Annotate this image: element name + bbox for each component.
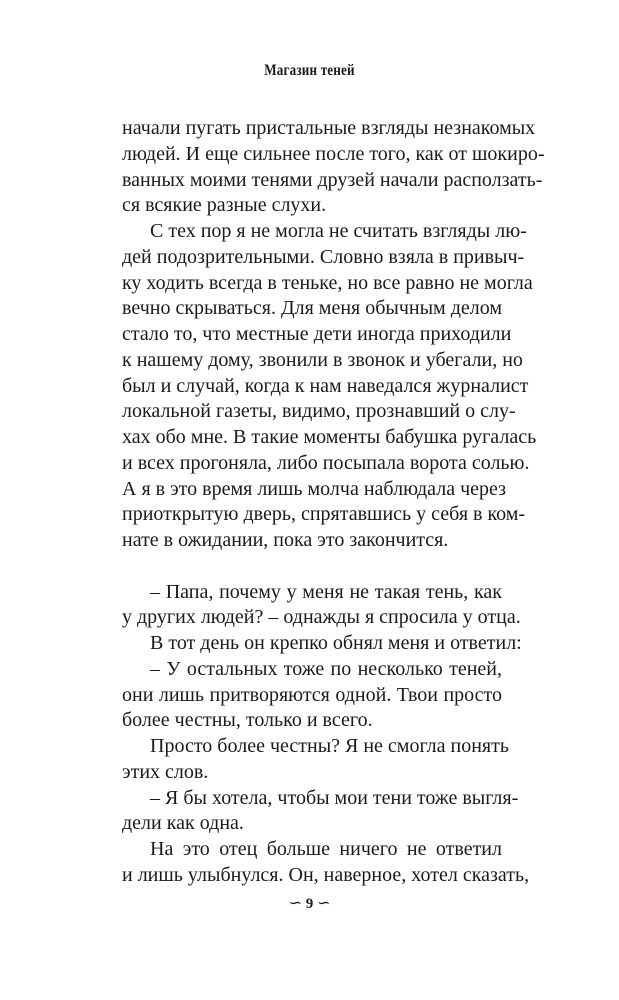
page-footer xyxy=(0,893,619,913)
text-line: дели как одна. xyxy=(122,812,244,835)
text-line: С тех пор я не могла не считать взгляды лю- xyxy=(150,220,527,242)
text-line: у других людей? – однажды я спросила у отца. xyxy=(122,606,521,629)
text-line: стало то, что местные дети иногда приходили xyxy=(122,323,512,345)
text-line: хах обо мне. В такие моменты бабушка ругалась xyxy=(122,426,537,448)
text-line: людей. И еще сильнее после того, как от шокиро- xyxy=(122,142,545,165)
text-line: локальной газеты, видимо, прознавший о слу- xyxy=(122,400,516,423)
text-line: к нашему дому, звонили в звонок и убегали, но xyxy=(122,348,523,371)
paragraph-break xyxy=(122,554,502,580)
text-line: более честны, только и всего. xyxy=(122,709,373,732)
ornament-right-icon: ∽ xyxy=(317,895,331,912)
text-line: ся всякие разные слухи. xyxy=(122,194,327,217)
text-line: и всех прогоняла, либо посыпала ворота солью. xyxy=(122,451,530,474)
text-line: нате в ожидании, пока это закончится. xyxy=(122,529,449,551)
ornament-left-icon: ∽ xyxy=(288,895,302,912)
text-line: приоткрытую дверь, спрятавшись у себя в ком- xyxy=(122,503,526,526)
text-line: Просто более честны? Я не смогла понять xyxy=(150,735,509,757)
body-text xyxy=(122,116,545,889)
text-line: На это отец больше ничего не ответил xyxy=(150,838,502,860)
text-line: дей подозрительными. Словно взяла в привыч- xyxy=(122,245,525,268)
running-header: Магазин теней xyxy=(264,62,355,79)
text-line: – У остальных тоже по несколько теней, xyxy=(150,657,502,680)
text-line: – Я бы хотела, чтобы мои тени тоже выгля- xyxy=(150,786,519,809)
text-line: вечно скрываться. Для меня обычным делом xyxy=(122,297,503,320)
text-line: ванных моими тенями друзей начали расползать- xyxy=(122,168,543,191)
text-line: был и случай, когда к нам наведался журналист xyxy=(122,374,529,397)
text-line: они лишь притворяются одной. Твои просто xyxy=(122,683,502,706)
text-line: В тот день он крепко обнял меня и ответил: xyxy=(150,632,522,654)
text-line: ку ходить всегда в теньке, но все равно не могла xyxy=(122,271,533,294)
text-line: этих слов. xyxy=(122,760,209,783)
text-line: – Папа, почему у меня не такая тень, как xyxy=(150,580,502,603)
page-number: 9 xyxy=(305,896,314,912)
text-line: А я в это время лишь молча наблюдала через xyxy=(122,477,507,500)
text-line: начали пугать пристальные взгляды незнакомых xyxy=(122,117,536,139)
text-line: и лишь улыбнулся. Он, наверное, хотел сказать, xyxy=(122,863,530,886)
